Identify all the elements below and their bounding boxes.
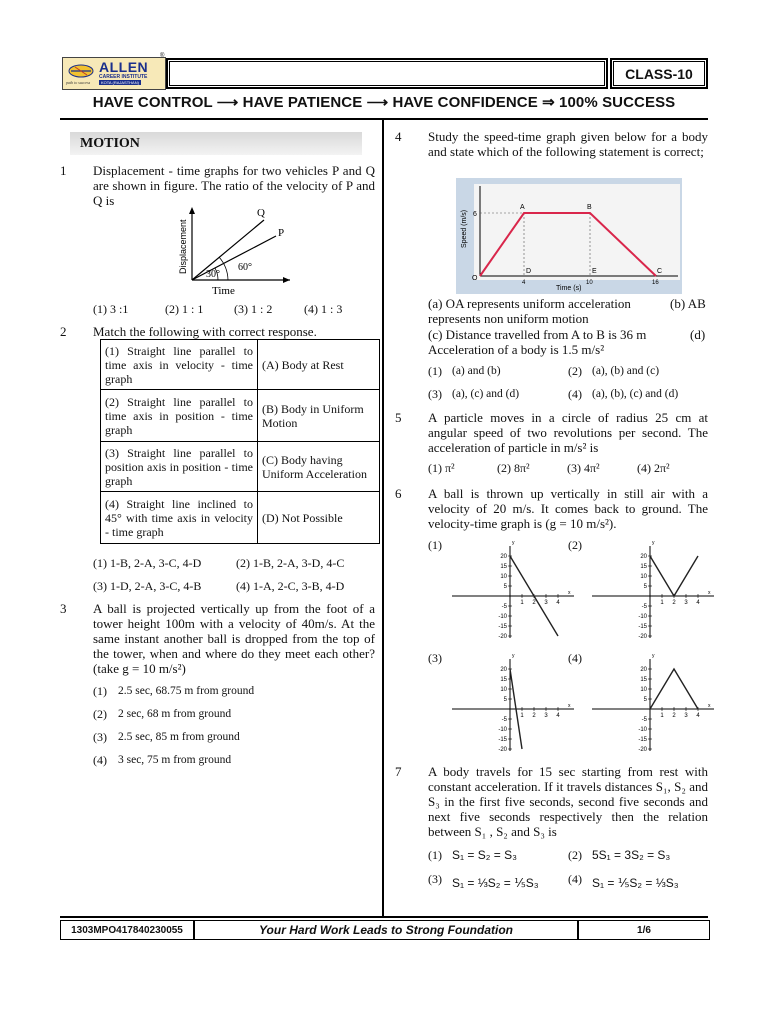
y-tick-label: 10 xyxy=(500,687,507,693)
q4-option-4-label: (4) xyxy=(568,387,582,401)
q4-xlabel: Time (s) xyxy=(556,285,582,292)
table-row xyxy=(101,442,380,492)
velocity-line xyxy=(650,556,698,596)
q2-left-4: (4) Straight line inclined to 45° with time axis in velocity - time graph xyxy=(101,492,258,544)
q4-point-c: C xyxy=(657,268,663,275)
x-axis-label: x xyxy=(708,703,711,709)
footer-code: 1303MPO417840230055 xyxy=(60,920,194,940)
q4-text: Study the speed-time graph given below for a body and state which of the following statement is correct; xyxy=(428,129,708,159)
x-tick-label: 4 xyxy=(556,713,560,719)
x-tick-label: 4 xyxy=(696,600,700,606)
q3-option-1-label: (1) xyxy=(93,684,107,698)
q4-statement-b-cont: represents non uniform motion xyxy=(428,311,589,326)
footer-slogan: Your Hard Work Leads to Strong Foundation xyxy=(194,920,578,940)
q3-option-3-label: (3) xyxy=(93,730,107,744)
y-tick-label: 5 xyxy=(643,584,647,590)
x-tick-label: 2 xyxy=(672,600,676,606)
q6-number: 6 xyxy=(395,486,402,501)
table-row xyxy=(101,390,380,442)
q3-option-4[interactable]: 3 sec, 75 m from ground xyxy=(118,754,232,766)
y-tick-label: 20 xyxy=(640,554,647,560)
q2-text: Match the following with correct response. xyxy=(93,324,317,339)
q6-label-3: (3) xyxy=(428,651,442,665)
q2-right-2: (B) Body in Uniform Motion xyxy=(258,390,380,442)
q6-graph-4 xyxy=(592,651,714,751)
q1-option-3[interactable]: (3) 1 : 2 xyxy=(234,302,273,316)
q3-option-1[interactable]: 2.5 sec, 68.75 m from ground xyxy=(118,685,255,697)
x-axis-label: x xyxy=(568,703,571,709)
y-tick-label: -15 xyxy=(498,737,507,743)
q3-option-4-label: (4) xyxy=(93,753,107,767)
allen-logo xyxy=(62,57,166,90)
y-tick-label: -20 xyxy=(498,747,507,751)
q4-option-3[interactable]: (a), (c) and (d) xyxy=(452,388,520,400)
y-tick-label: -10 xyxy=(498,727,507,733)
y-tick-label: 15 xyxy=(640,564,647,570)
q2-number: 2 xyxy=(60,324,67,339)
y-tick-label: -20 xyxy=(638,634,647,638)
q4-tick-16: 16 xyxy=(652,280,659,286)
x-tick-label: 3 xyxy=(684,600,688,606)
q2-option-3[interactable]: (3) 1-D, 2-A, 3-C, 4-B xyxy=(93,579,202,593)
x-tick-label: 1 xyxy=(660,600,664,606)
y-axis-label: y xyxy=(652,540,655,546)
q5-number: 5 xyxy=(395,410,402,425)
q4-statement-c: (c) Distance travelled from A to B is 36 m xyxy=(428,327,647,342)
logo-emblem-icon xyxy=(67,62,95,78)
section-title: MOTION xyxy=(70,132,362,155)
q5-option-1[interactable]: (1) π² xyxy=(428,461,455,475)
q3-option-2[interactable]: 2 sec, 68 m from ground xyxy=(118,708,232,720)
q4-point-o: O xyxy=(472,275,478,282)
x-axis-label: x xyxy=(568,590,571,596)
logo-word: ALLEN xyxy=(99,59,149,75)
q6-label-1: (1) xyxy=(428,538,442,552)
q5-option-3[interactable]: (3) 4π² xyxy=(567,461,600,475)
q5-option-2[interactable]: (2) 8π² xyxy=(497,461,530,475)
q1-angle-60: 60° xyxy=(238,262,252,273)
q7-number: 7 xyxy=(395,764,402,779)
q7-option-2[interactable]: 5S₁ = 3S₂ = S₃ xyxy=(592,848,671,862)
q4-number: 4 xyxy=(395,129,402,144)
q1-angle-30: 30° xyxy=(206,269,220,280)
class-label: CLASS-10 xyxy=(610,58,708,89)
x-tick-label: 4 xyxy=(696,713,700,719)
q5-text: A particle moves in a circle of radius 25 cm at angular speed of two revolutions per second. The acceleration of particle in m/s² is xyxy=(428,410,708,455)
x-axis-label: x xyxy=(708,590,711,596)
y-tick-label: 10 xyxy=(500,574,507,580)
q4-tick-10: 10 xyxy=(586,280,593,286)
y-tick-label: 5 xyxy=(503,584,507,590)
q1-option-1[interactable]: (1) 3 :1 xyxy=(93,302,129,316)
q4-ylabel: Speed (m/s) xyxy=(461,209,468,248)
y-tick-label: -10 xyxy=(638,727,647,733)
x-tick-label: 3 xyxy=(684,713,688,719)
q2-right-1: (A) Body at Rest xyxy=(258,340,380,390)
logo-motto: path to success xyxy=(66,80,91,85)
q7-option-4[interactable]: S₁ = ⅕S₂ = ⅓S₃ xyxy=(592,876,679,890)
q1-option-4[interactable]: (4) 1 : 3 xyxy=(304,302,343,316)
y-tick-label: 20 xyxy=(640,667,647,673)
q3-option-3[interactable]: 2.5 sec, 85 m from ground xyxy=(118,731,240,743)
q3-number: 3 xyxy=(60,601,67,616)
q4-statement-d: (d) xyxy=(690,327,706,342)
q2-right-4: (D) Not Possible xyxy=(258,492,380,544)
q6-graph-3 xyxy=(452,651,574,751)
q1-text: Displacement - time graphs for two vehicles P and Q are shown in figure. The ratio of the velocity of P and Q is xyxy=(93,163,375,208)
q4-tick-4: 4 xyxy=(522,280,526,286)
x-tick-label: 1 xyxy=(520,713,524,719)
y-tick-label: -5 xyxy=(641,604,647,610)
header-blank-box xyxy=(166,58,608,89)
table-row xyxy=(101,492,380,544)
q4-statement-d-cont: Acceleration of a body is 1.5 m/s² xyxy=(428,342,605,357)
y-tick-label: 15 xyxy=(500,564,507,570)
q4-point-d: D xyxy=(526,268,532,275)
x-tick-label: 2 xyxy=(532,600,536,606)
logo-subtitle: CAREER INSTITUTE xyxy=(99,74,148,80)
q1-xlabel: Time xyxy=(212,285,235,296)
q4-statement-a: (a) OA represents uniform acceleration xyxy=(428,296,631,311)
q7-option-1[interactable]: S₁ = S₂ = S₃ xyxy=(452,848,517,862)
tagline: HAVE CONTROL ⟶ HAVE PATIENCE ⟶ HAVE CONFIDENCE ⇒ 100% SUCCESS xyxy=(92,94,676,111)
y-tick-label: -15 xyxy=(638,737,647,743)
y-tick-label: 5 xyxy=(503,697,507,703)
x-tick-label: 1 xyxy=(660,713,664,719)
q1-number: 1 xyxy=(60,163,67,178)
q2-left-1: (1) Straight line parallel to time axis in velocity - time graph xyxy=(101,340,258,390)
q4-point-e: E xyxy=(592,268,597,275)
q4-option-1-label: (1) xyxy=(428,364,442,378)
q4-option-4[interactable]: (a), (b), (c) and (d) xyxy=(592,388,679,400)
q5-option-4[interactable]: (4) 2π² xyxy=(637,461,670,475)
q4-statement-b: (b) AB xyxy=(670,296,706,311)
q6-graph-2 xyxy=(592,538,714,638)
x-tick-label: 1 xyxy=(520,600,524,606)
y-tick-label: -10 xyxy=(498,614,507,620)
q3-option-2-label: (2) xyxy=(93,707,107,721)
y-axis-label: y xyxy=(512,540,515,546)
velocity-line xyxy=(650,669,698,709)
q4-option-3-label: (3) xyxy=(428,387,442,401)
q6-label-2: (2) xyxy=(568,538,582,552)
q4-option-1[interactable]: (a) and (b) xyxy=(452,365,501,377)
q7-option-3[interactable]: S₁ = ⅓S₂ = ⅕S₃ xyxy=(452,876,539,890)
q1-ylabel: Displacement xyxy=(178,219,188,274)
q6-text: A ball is thrown up vertically in still air with a velocity of 20 m/s. It comes back to ground. The velocity-time graph is (g = 10 m/s²). xyxy=(428,486,708,531)
y-tick-label: 5 xyxy=(643,697,647,703)
y-tick-label: -20 xyxy=(638,747,647,751)
q2-option-2[interactable]: (2) 1-B, 2-A, 3-D, 4-C xyxy=(236,556,345,570)
header-rule xyxy=(60,118,708,120)
q4-option-2[interactable]: (a), (b) and (c) xyxy=(592,365,660,377)
q2-left-3: (3) Straight line parallel to position axis in position - time graph xyxy=(101,442,258,492)
y-tick-label: 20 xyxy=(500,554,507,560)
column-divider xyxy=(382,120,384,917)
y-axis-label: y xyxy=(512,653,515,659)
q3-text: A ball is projected vertically up from the foot of a tower height 100m with a velocity of 40m/s. At the same instant another ball is dropped from the top of the tower, when and where do they meet each other? (take g = 10 m/s²) xyxy=(93,601,375,676)
x-tick-label: 4 xyxy=(556,600,560,606)
q4-point-b: B xyxy=(587,204,592,211)
y-tick-label: -20 xyxy=(498,634,507,638)
y-tick-label: -15 xyxy=(498,624,507,630)
y-tick-label: 10 xyxy=(640,687,647,693)
x-tick-label: 3 xyxy=(544,713,548,719)
q4-option-2-label: (2) xyxy=(568,364,582,378)
y-tick-label: 15 xyxy=(640,677,647,683)
y-tick-label: -5 xyxy=(641,717,647,723)
registered-mark: ® xyxy=(160,53,165,59)
q1-q-label: Q xyxy=(257,207,265,219)
q7-option-4-label: (4) xyxy=(568,872,582,886)
y-tick-label: 10 xyxy=(640,574,647,580)
q7-option-2-label: (2) xyxy=(568,848,582,862)
q4-point-a: A xyxy=(520,204,525,211)
q6-label-4: (4) xyxy=(568,651,582,665)
q1-p-label: P xyxy=(278,227,285,239)
x-tick-label: 2 xyxy=(532,713,536,719)
y-tick-label: 15 xyxy=(500,677,507,683)
q2-left-2: (2) Straight line parallel to time axis in position - time graph xyxy=(101,390,258,442)
q4-speed-time-graph xyxy=(456,178,682,294)
y-tick-label: -15 xyxy=(638,624,647,630)
q4-tick-6: 6 xyxy=(473,211,477,218)
q2-option-4[interactable]: (4) 1-A, 2-C, 3-B, 4-D xyxy=(236,579,345,593)
x-tick-label: 3 xyxy=(544,600,548,606)
q7-option-1-label: (1) xyxy=(428,848,442,862)
y-tick-label: -5 xyxy=(501,604,507,610)
q6-graph-1 xyxy=(452,538,574,638)
table-row xyxy=(101,340,380,390)
logo-city: KOTA (RAJASTHAN) xyxy=(101,80,139,85)
footer-page: 1/6 xyxy=(578,920,710,940)
y-tick-label: -5 xyxy=(501,717,507,723)
q2-right-3: (C) Body having Uniform Acceleration xyxy=(258,442,380,492)
footer-rule xyxy=(60,916,708,918)
q1-option-2[interactable]: (2) 1 : 1 xyxy=(165,302,204,316)
q2-match-table xyxy=(100,339,380,544)
q2-option-1[interactable]: (1) 1-B, 2-A, 3-C, 4-D xyxy=(93,556,202,570)
q1-figure xyxy=(172,204,292,296)
y-axis-label: y xyxy=(652,653,655,659)
q7-option-3-label: (3) xyxy=(428,872,442,886)
y-tick-label: -10 xyxy=(638,614,647,620)
q7-text: A body travels for 15 sec starting from rest with constant acceleration. If it travels distances S₁, S₂ and S₃ in the first five seconds, second five seconds and next five seconds respectively then the relation between S₁ , S₂ and S₃ is xyxy=(428,764,708,839)
x-tick-label: 2 xyxy=(672,713,676,719)
y-tick-label: 20 xyxy=(500,667,507,673)
